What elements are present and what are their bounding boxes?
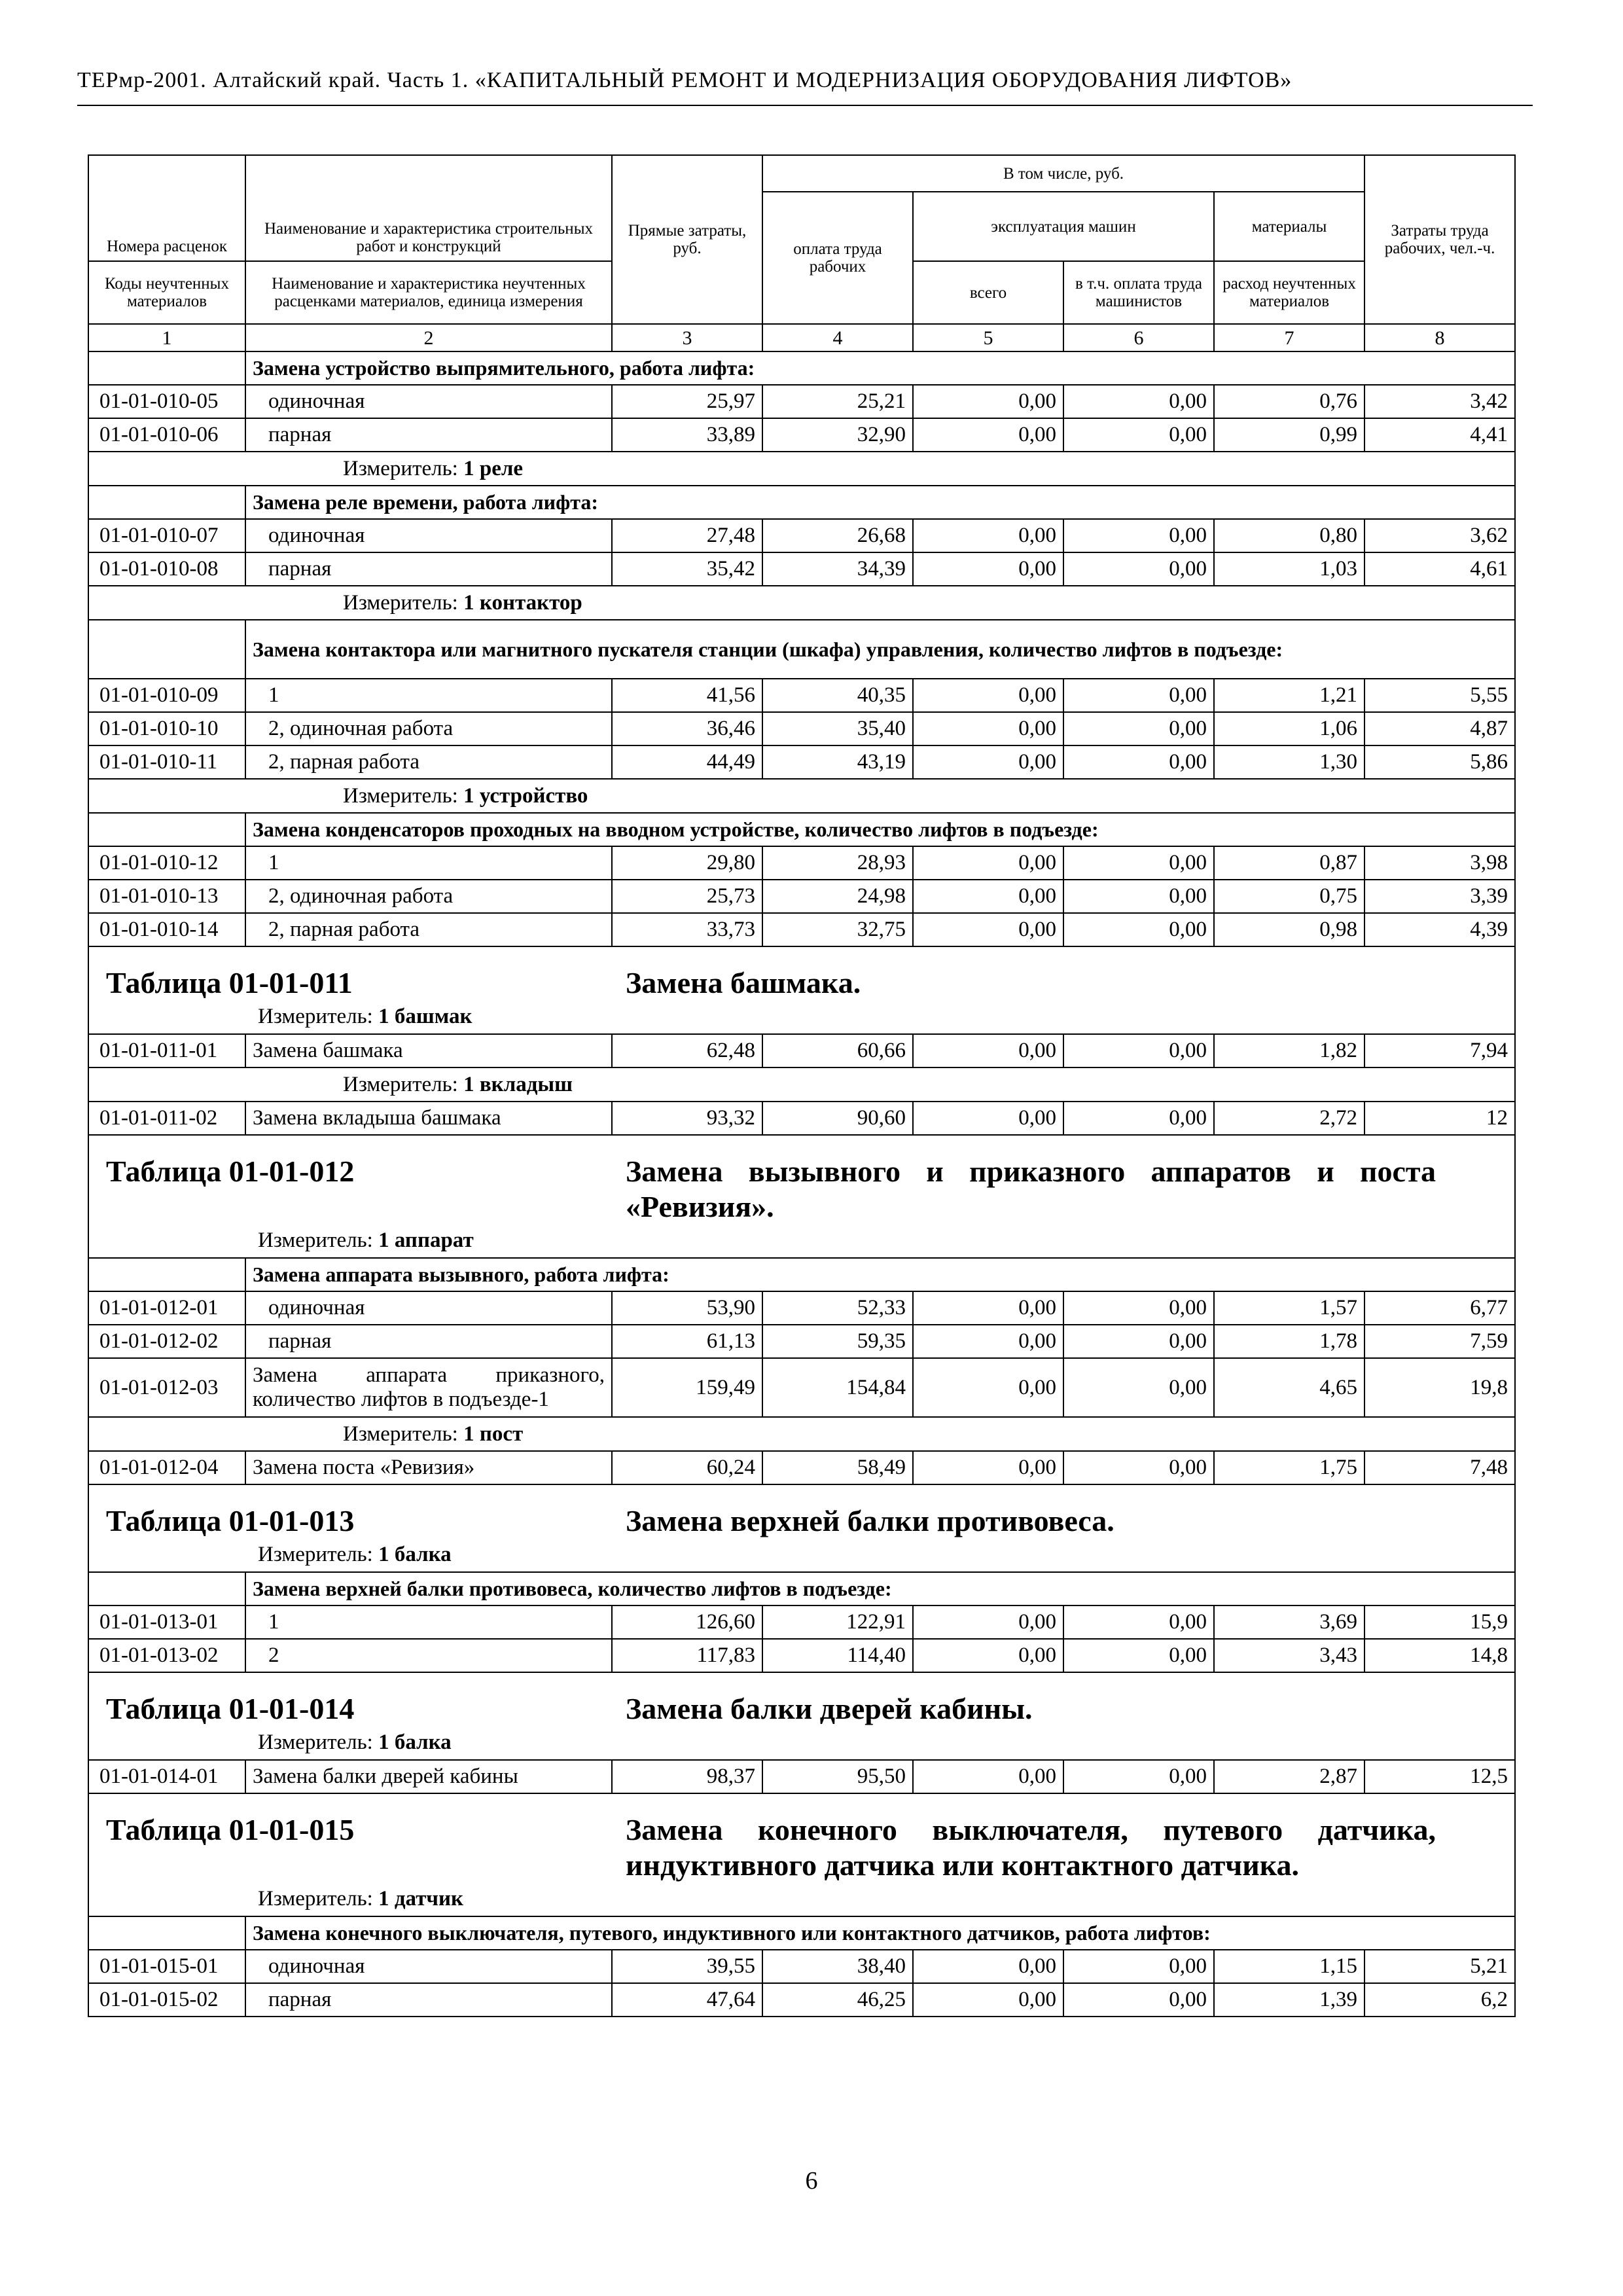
table-row: 01-01-010-11 2, парная работа 44,49 43,19 0,00 0,00 1,30 5,86 (88, 745, 1515, 779)
table-row: 01-01-015-02 парная 47,64 46,25 0,00 0,00 1,39 6,2 (88, 1983, 1515, 2017)
column-number: 1 (88, 324, 245, 351)
column-number: 6 (1063, 324, 1214, 351)
table-row: 01-01-010-12 1 29,80 28,93 0,00 0,00 0,87 3,98 (88, 846, 1515, 880)
measure-value: 1 балка (378, 1543, 452, 1566)
table-row: 01-01-013-02 2 117,83 114,40 0,00 0,00 3,43 14,8 (88, 1639, 1515, 1672)
col-header-vsego: всего (913, 261, 1063, 324)
col-header-zatraty: Затраты труда рабочих, чел.-ч. (1364, 155, 1515, 324)
col-header-ekspluatatsiya: эксплуатация машин (913, 192, 1214, 261)
table-row: 01-01-014-01 Замена балки дверей кабины 98,37 95,50 0,00 0,00 2,87 12,5 (88, 1760, 1515, 1793)
section-title-row (88, 1572, 1515, 1605)
price-table (88, 154, 1516, 2017)
col-header-nomera: Номера расценок (88, 155, 245, 261)
table-row: 01-01-012-02 парная 61,13 59,35 0,00 0,00 1,78 7,59 (88, 1325, 1515, 1358)
measure-row (88, 1417, 1515, 1451)
column-number: 8 (1364, 324, 1515, 351)
measure-label: Измеритель: (343, 783, 458, 808)
measure-row (88, 1067, 1515, 1102)
header-rule (77, 105, 1533, 106)
table-row: 01-01-010-05 одиночная 25,97 25,21 0,00 0,00 0,76 3,42 (88, 385, 1515, 418)
measure-value: 1 датчик (378, 1887, 464, 1910)
measure-row (88, 586, 1515, 620)
section-title: Замена реле времени, работа лифта: (245, 486, 1515, 519)
section-title-row (88, 1258, 1515, 1291)
section-title: Замена верхней балки противовеса, количество лифтов в подъезде: (245, 1572, 1515, 1605)
table-heading-row (88, 1672, 1515, 1760)
col-header-materialy: материалы (1214, 192, 1364, 261)
col-header-v-tom-chisle: В том числе, руб. (762, 155, 1364, 192)
table-name: Замена верхней балки противовеса. (626, 1504, 1115, 1537)
col-header-oplata: оплата труда рабочих (762, 192, 913, 324)
table-number: Таблица 01-01-015 (106, 1813, 355, 1846)
table-row: 01-01-010-13 2, одиночная работа 25,73 24,98 0,00 0,00 0,75 3,39 (88, 880, 1515, 913)
table-row: 01-01-010-10 2, одиночная работа 36,46 35,40 0,00 0,00 1,06 4,87 (88, 712, 1515, 745)
col-header-naimenovanie: Наименование и характеристика строительных работ и конструкций (245, 155, 612, 261)
table-name: Замена вызывного и приказного аппаратов и поста «Ревизия». (626, 1155, 1436, 1223)
measure-label: Измеритель: (343, 1422, 458, 1446)
section-title: Замена устройство выпрямительного, работа лифта: (245, 351, 1515, 385)
measure-label: Измеритель: (343, 456, 458, 480)
measure-row (88, 779, 1515, 813)
section-title-row (88, 486, 1515, 519)
section-title: Замена конденсаторов проходных на вводном устройстве, количество лифтов в подъезде: (245, 813, 1515, 846)
measure-row (88, 452, 1515, 486)
col-header-raskhod: расход неучтенных материалов (1214, 261, 1364, 324)
table-row: 01-01-011-01 Замена башмака 62,48 60,66 0,00 0,00 1,82 7,94 (88, 1034, 1515, 1067)
measure-label: Измеритель: (258, 1887, 373, 1910)
column-number: 4 (762, 324, 913, 351)
table-row: 01-01-012-03 Замена аппарата приказного, количество лифтов в подъезде-1 159,49 154,84 0,00 0,00 4,65 19,8 (88, 1358, 1515, 1417)
measure-label: Измеритель: (343, 590, 458, 615)
column-number: 5 (913, 324, 1063, 351)
table-name: Замена башмака. (626, 966, 861, 999)
table-row: 01-01-011-02 Замена вкладыша башмака 93,32 90,60 0,00 0,00 2,72 12 (88, 1102, 1515, 1135)
table-row: 01-01-012-04 Замена поста «Ревизия» 60,24 58,49 0,00 0,00 1,75 7,48 (88, 1451, 1515, 1484)
measure-value: 1 пост (463, 1422, 524, 1446)
section-title-row (88, 620, 1515, 679)
table-number: Таблица 01-01-011 (106, 966, 353, 999)
measure-value: 1 устройство (463, 783, 588, 808)
section-title: Замена конечного выключателя, путевого, индуктивного или контактного датчиков, работа лифтов: (245, 1916, 1515, 1950)
table-number: Таблица 01-01-012 (106, 1155, 355, 1188)
table-number: Таблица 01-01-013 (106, 1504, 355, 1537)
measure-label: Измеритель: (343, 1072, 458, 1096)
table-row: 01-01-012-01 одиночная 53,90 52,33 0,00 0,00 1,57 6,77 (88, 1291, 1515, 1325)
section-title-row (88, 351, 1515, 385)
table-number: Таблица 01-01-014 (106, 1692, 355, 1725)
col-header-kody: Коды неучтенных материалов (88, 261, 245, 324)
table-heading-row (88, 1135, 1515, 1258)
header-row-1 (88, 155, 1515, 192)
col-header-pryamye: Прямые затраты, руб. (612, 155, 762, 324)
measure-value: 1 контактор (463, 590, 582, 615)
table-row: 01-01-010-08 парная 35,42 34,39 0,00 0,00 1,03 4,61 (88, 552, 1515, 586)
table-name: Замена конечного выключателя, путевого датчика, индуктивного датчика или контактного датчика. (626, 1813, 1436, 1882)
measure-label: Измеритель: (258, 1543, 373, 1566)
table-heading-row (88, 1484, 1515, 1572)
measure-value: 1 балка (378, 1731, 452, 1754)
document-header: ТЕРмр-2001. Алтайский край. Часть 1. «КАПИТАЛЬНЫЙ РЕМОНТ И МОДЕРНИЗАЦИЯ ОБОРУДОВАНИЯ ЛИФТОВ» (77, 68, 1293, 92)
table-row: 01-01-010-07 одиночная 27,48 26,68 0,00 0,00 0,80 3,62 (88, 519, 1515, 552)
measure-value: 1 вкладыш (463, 1072, 573, 1096)
table-heading-row (88, 1793, 1515, 1916)
column-number: 7 (1214, 324, 1364, 351)
section-title: Замена контактора или магнитного пускателя станции (шкафа) управления, количество лифтов в подъезде: (245, 620, 1515, 679)
column-number-row (88, 324, 1515, 351)
table-row: 01-01-010-09 1 41,56 40,35 0,00 0,00 1,21 5,55 (88, 679, 1515, 712)
table-row: 01-01-010-06 парная 33,89 32,90 0,00 0,00 0,99 4,41 (88, 418, 1515, 452)
measure-label: Измеритель: (258, 1731, 373, 1754)
section-title-row (88, 813, 1515, 846)
section-title-row (88, 1916, 1515, 1950)
section-title: Замена аппарата вызывного, работа лифта: (245, 1258, 1515, 1291)
table-row: 01-01-013-01 1 126,60 122,91 0,00 0,00 3,69 15,9 (88, 1605, 1515, 1639)
measure-value: 1 реле (463, 456, 524, 480)
col-header-naimenovanie2: Наименование и характеристика неучтенных расценками материалов, единица измерения (245, 261, 612, 324)
measure-value: 1 аппарат (378, 1229, 474, 1252)
measure-value: 1 башмак (378, 1005, 473, 1028)
column-number: 3 (612, 324, 762, 351)
column-number: 2 (245, 324, 612, 351)
col-header-v-tch: в т.ч. оплата труда машинистов (1063, 261, 1214, 324)
page-number: 6 (805, 2167, 818, 2195)
table-row: 01-01-015-01 одиночная 39,55 38,40 0,00 0,00 1,15 5,21 (88, 1950, 1515, 1983)
table-name: Замена балки дверей кабины. (626, 1692, 1033, 1725)
table-row: 01-01-010-14 2, парная работа 33,73 32,75 0,00 0,00 0,98 4,39 (88, 913, 1515, 946)
measure-label: Измеритель: (258, 1229, 373, 1252)
measure-label: Измеритель: (258, 1005, 373, 1028)
table-heading-row (88, 946, 1515, 1034)
